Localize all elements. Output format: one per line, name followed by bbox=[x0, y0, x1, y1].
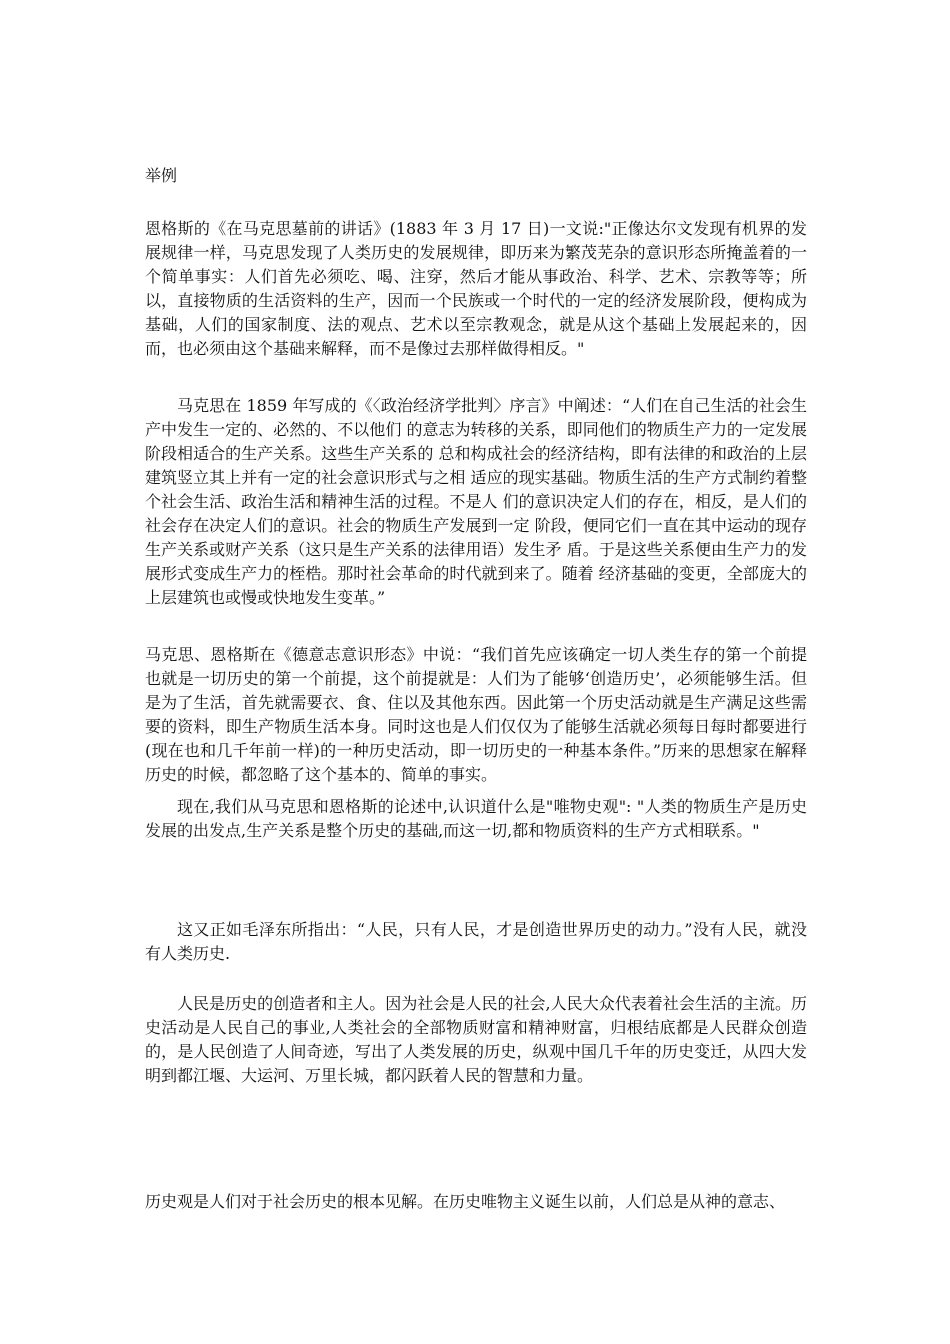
paragraph-mao-quote: 这又正如毛泽东所指出：“人民，只有人民，才是创造世界历史的动力。”没有人民，就没有人类历史. bbox=[145, 920, 807, 963]
paragraph-marx-preface: 马克思在 1859 年写成的《〈政治经济学批判〉序言》中阐述：“人们在自己生活的社会生产中发生一定的、必然的、不以他们 的意志为转移的关系，即同他们的物质生产力的一定发展阶段相适合的生产关系。这些生产关系的 总和构成社会的经济结构，即有法律的和政治的上层建筑竖立其上并有一定的社会意识形式与之相 适应的现实基础。物质生活的生产方式制约着整个社会生活、政治生活和精神生活的过程。不是人 们的意识决定人们的存在，相反，是人们的社会存在决定人们的意识。社会的物质生产发展到一定 阶段，便同它们一直在其中运动的现存生产关系或财产关系（这只是生产关系的法律用语）发生矛 盾。于是这些关系便由生产力的发展形式变成生产力的桎梏。那时社会革命的时代就到来了。随着 经济基础的变更，全部庞大的上层建筑也或慢或快地发生变革。” bbox=[145, 396, 807, 607]
paragraph-historical-materialism: 现在,我们从马克思和恩格斯的论述中,认识道什么是"唯物史观": "人类的物质生产是历史发展的出发点,生产关系是整个历史的基础,而这一切,都和物质资料的生产方式相联系。" bbox=[145, 797, 807, 840]
section-heading: 举例 bbox=[145, 166, 178, 185]
paragraph-people-creators: 人民是历史的创造者和主人。因为社会是人民的社会,人民大众代表着社会生活的主流。历史活动是人民自己的事业,人类社会的全部物质财富和精神财富，归根结底都是人民群众创造的，是人民创造了人间奇迹，写出了人类发展的历史，纵观中国几千年的历史变迁，从四大发明到都江堰、大运河、万里长城，都闪跃着人民的智慧和力量。 bbox=[145, 994, 807, 1085]
paragraph-german-ideology: 马克思、恩格斯在《德意志意识形态》中说：“我们首先应该确定一切人类生存的第一个前提也就是一切历史的第一个前提，这个前提就是：人们为了能够‘创造历史’，必须能够生活。但是为了生活，首先就需要衣、食、住以及其他东西。因此第一个历史活动就是生产满足这些需要的资料，即生产物质生活本身。同时这也是人们仅仅为了能够生活就必须每日每时都要进行(现在也和几千年前一样)的一种历史活动，即一切历史的一种基本条件。”历来的思想家在解释历史的时候，都忽略了这个基本的、简单的事实。 bbox=[145, 645, 807, 784]
paragraph-view-of-history: 历史观是人们对于社会历史的根本见解。在历史唯物主义诞生以前，人们总是从神的意志、 bbox=[145, 1192, 786, 1211]
paragraph-engels-speech: 恩格斯的《在马克思墓前的讲话》(1883 年 3 月 17 日)一文说:"正像达尔文发现有机界的发展规律一样，马克思发现了人类历史的发展规律，即历来为繁茂芜杂的意识形态所掩盖着的一个简单事实：人们首先必须吃、喝、注穿，然后才能从事政治、科学、艺术、宗教等等；所以，直接物质的生活资料的生产，因而一个民族或一个时代的一定的经济发展阶段，便构成为基础，人们的国家制度、法的观点、艺术以至宗教观念，就是从这个基础上发展起来的，因而，也必须由这个基础来解释，而不是像过去那样做得相反。" bbox=[145, 219, 807, 358]
